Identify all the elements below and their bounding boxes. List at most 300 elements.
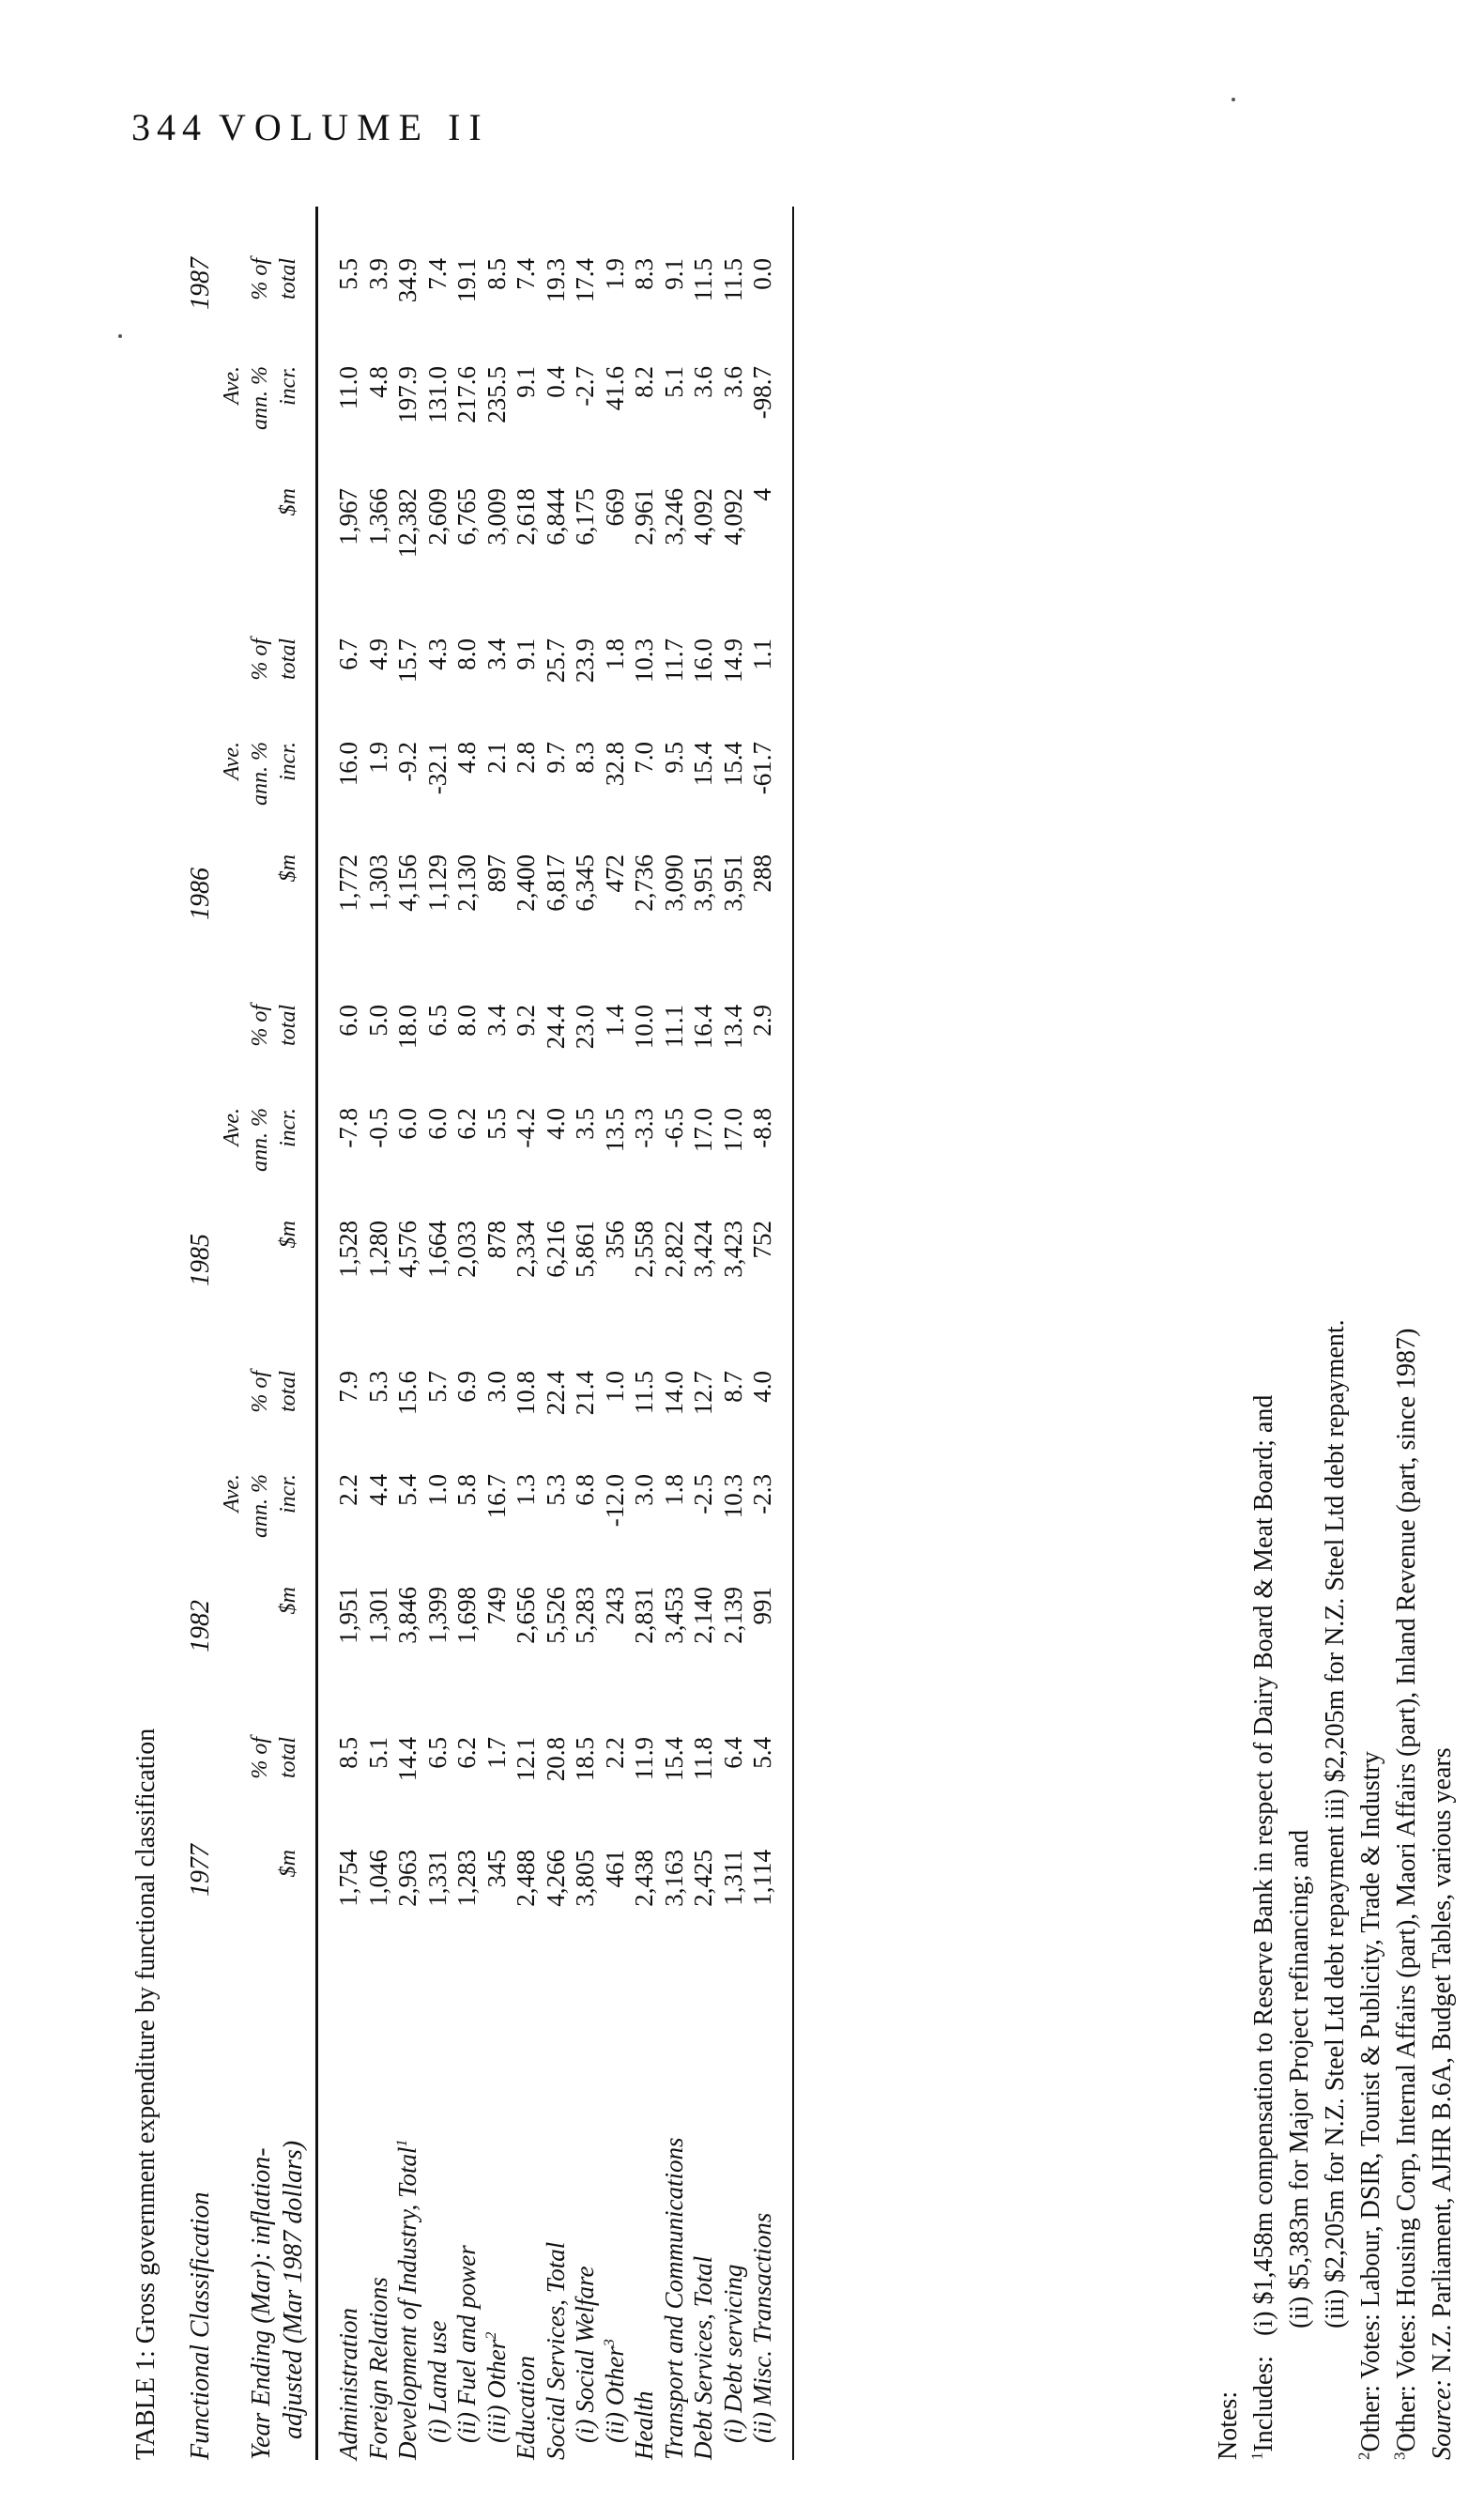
cell-ave-1987: 11.0 [334,366,362,410]
note-1-item-text: (i) $1,458m compensation to Reserve Bank in respect of Dairy Board & Meat Board; and [1249,1394,1278,2336]
cell-ave-1985: 3.5 [571,1108,599,1140]
cell-ave-1982: -2.5 [689,1474,717,1514]
cell-sm-1985: 4,576 [393,1221,421,1278]
year-header-1987: 1987 [186,257,215,310]
cell-sm-1982: 2,656 [512,1587,540,1644]
col-header-pct-1987 [246,258,302,343]
year-header-1985: 1985 [186,1234,215,1286]
note-1-item-text: (ii) $5,383m for Major Project refinancing; and [1285,1829,1314,2328]
row-label-text: Social Services, Total [541,2241,570,2460]
col-header-pct-1985-line: % of [248,1005,272,1047]
cell-pct-1987: 1.9 [600,258,629,290]
cell-sm-1977: 461 [600,1850,629,1888]
cell-pct-1985: 2.9 [748,1005,776,1037]
table-row [630,207,658,2460]
cell-pct-1982: 11.5 [630,1371,658,1415]
cell-pct-1977: 5.4 [748,1737,776,1769]
source-note [1425,207,1461,2460]
cell-ave-1985: -0.5 [363,1108,392,1148]
col-header-pct-1982 [246,1371,302,1455]
source-label: Source: [1428,2378,1457,2460]
cell-sm-1987: 12,382 [393,488,421,559]
cell-pct-1977: 14.4 [393,1737,421,1782]
cell-ave-1985: -7.8 [334,1108,362,1148]
col-header-sm-1987 [274,488,302,563]
row-label-text: Administration [334,2307,362,2460]
note-1-item-1 [1247,207,1282,2460]
cell-pct-1977: 8.5 [334,1737,362,1769]
source-text: N.Z. Parliament, AJHR B.6A, Budget Tables, various years [1428,1747,1457,2373]
col-header-pct-1987-line: % of [248,258,272,300]
cell-sm-1982: 5,526 [541,1587,570,1644]
cell-pct-1986: 9.1 [512,638,540,670]
col-header-ave-1987-line: Ave. [220,366,244,405]
row-label-text: Development of Industry, Total [393,2146,421,2460]
cell-pct-1987: 5.5 [334,258,362,290]
cell-sm-1987: 2,961 [630,488,658,546]
table-row [512,207,540,2460]
cell-sm-1986: 3,951 [718,854,747,912]
col-header-pct-1985 [246,1005,302,1089]
note-1-item-text: (iii) $2,205m for N.Z. Steel Ltd debt repayment iii) $2,205m for N.Z. Steel Ltd debt repayment. [1321,1319,1350,2328]
cell-ave-1985: -4.2 [512,1108,540,1148]
cell-pct-1985: 13.4 [718,1005,747,1050]
col-header-sm-1982 [274,1587,302,1662]
row-label [452,2245,481,2443]
table-row [571,207,599,2460]
cell-sm-1986: 288 [748,854,776,893]
row-label-text: Health [630,2390,658,2460]
col-header-ave-1986-line: ann. % [248,742,272,806]
cell-sm-1986: 1,303 [363,854,392,912]
row-label [719,2265,747,2443]
cell-ave-1986: 15.4 [689,742,717,787]
footnote-marker: 2 [482,2331,499,2340]
year-header-1982: 1982 [186,1600,215,1652]
cell-sm-1985: 5,861 [571,1221,599,1278]
table-row [542,207,570,2460]
cell-sm-1982: 2,139 [718,1587,747,1644]
row-label [630,2391,658,2461]
cell-pct-1986: 3.4 [482,638,511,670]
cell-sm-1977: 1,754 [334,1850,362,1907]
cell-pct-1987: 0.0 [748,258,776,290]
col-header-ave-1982-line: Ave. [220,1474,244,1513]
cell-sm-1987: 6,844 [541,488,570,546]
row-label-text: Transport and Communications [659,2137,688,2460]
cell-ave-1982: 5.3 [541,1474,570,1506]
cell-ave-1986: -32.1 [422,742,451,795]
row-label [334,2308,362,2460]
cell-pct-1982: 3.0 [482,1371,511,1403]
cell-ave-1982: -2.3 [748,1474,776,1514]
bottom-rule [792,207,794,2460]
cell-pct-1985: 6.0 [334,1005,362,1037]
cell-sm-1985: 752 [748,1221,776,1259]
cell-sm-1977: 1,311 [718,1850,747,1906]
cell-ave-1985: 6.2 [452,1108,481,1140]
cell-sm-1987: 3,246 [659,488,688,546]
cell-pct-1987: 19.3 [541,258,570,303]
cell-pct-1985: 23.0 [571,1005,599,1050]
cell-sm-1985: 1,664 [422,1221,451,1278]
col-header-pct-1977-line: % of [248,1737,272,1779]
header-rule [315,207,318,2460]
cell-pct-1982: 21.4 [571,1371,599,1416]
cell-pct-1986: 6.7 [334,638,362,670]
cell-sm-1987: 4 [748,488,776,501]
cell-sm-1985: 356 [600,1221,629,1259]
table-row [393,207,421,2460]
cell-sm-1977: 3,163 [659,1850,688,1907]
cell-pct-1977: 5.1 [363,1737,392,1769]
cell-ave-1986: 2.8 [512,742,540,774]
cell-pct-1985: 24.4 [541,1005,570,1050]
cell-pct-1987: 7.4 [422,258,451,290]
cell-pct-1977: 6.5 [422,1737,451,1769]
col-header-ave-1985 [218,1108,302,1211]
cell-ave-1987: 235.5 [482,366,511,423]
cell-ave-1987: 3.6 [689,366,717,398]
col-header-sm-1982-line: $m [276,1587,300,1615]
cell-pct-1977: 15.4 [659,1737,688,1782]
cell-sm-1982: 749 [482,1587,511,1625]
cell-pct-1985: 18.0 [393,1005,421,1050]
cell-ave-1987: -98.7 [748,366,776,420]
table-row [748,207,776,2460]
cell-sm-1987: 6,175 [571,488,599,546]
cell-pct-1987: 11.5 [718,258,747,302]
cell-pct-1982: 4.0 [748,1371,776,1403]
note-3-marker: 3 [1390,2451,1409,2460]
cell-ave-1987: 41.6 [600,366,629,411]
cell-pct-1987: 9.1 [659,258,688,290]
cell-ave-1985: 6.0 [393,1108,421,1140]
cell-ave-1987: 8.2 [630,366,658,398]
footnote-marker: 1 [393,2139,410,2147]
stray-mark [118,334,122,338]
cell-pct-1985: 16.4 [689,1005,717,1050]
page-header [131,105,490,149]
col-header-ave-1982-line: incr. [276,1474,300,1514]
cell-sm-1977: 2,438 [630,1850,658,1907]
cell-sm-1987: 1,967 [334,488,362,546]
cell-ave-1985: -3.3 [630,1108,658,1148]
col-header-pct-1985-line: total [276,1005,300,1047]
cell-pct-1986: 10.3 [630,638,658,684]
cell-ave-1985: -8.8 [748,1108,776,1148]
row-label-text: (i) Debt servicing [718,2264,747,2443]
row-label-text: (i) Social Welfare [571,2266,599,2443]
col-header-sm-1977 [274,1850,302,1925]
cell-sm-1977: 345 [482,1850,511,1888]
row-label-text: Foreign Relations [363,2277,392,2460]
cell-ave-1987: 9.1 [512,366,540,398]
cell-sm-1985: 1,528 [334,1221,362,1278]
cell-sm-1985: 2,334 [512,1221,540,1278]
table-row [689,207,717,2460]
col-header-ave-1982 [218,1474,302,1577]
col-header-sm-1985-line: $m [276,1221,300,1249]
rotated-table-block [131,197,1457,2460]
cell-ave-1987: -2.7 [571,366,599,407]
cell-sm-1985: 6,216 [541,1221,570,1278]
cell-ave-1986: 2.1 [482,742,511,774]
row-label [601,2339,629,2443]
cell-sm-1977: 2,488 [512,1850,540,1907]
cell-sm-1986: 897 [482,854,511,893]
cell-ave-1982: 3.0 [630,1474,658,1506]
cell-pct-1982: 8.7 [718,1371,747,1403]
row-label [748,2213,776,2443]
cell-pct-1986: 1.8 [600,638,629,670]
col-header-pct-1977 [246,1737,302,1821]
table-row [719,207,747,2460]
col-header-pct-1986-line: total [276,638,300,681]
cell-sm-1982: 2,831 [630,1587,658,1644]
cell-ave-1986: 9.5 [659,742,688,774]
volume-label: VOLUME II [219,106,490,148]
cell-ave-1987: 3.6 [718,366,747,398]
cell-pct-1977: 1.7 [482,1737,511,1769]
cell-sm-1982: 1,301 [363,1587,392,1644]
cell-sm-1977: 1,046 [363,1850,392,1907]
cell-sm-1977: 4,266 [541,1850,570,1907]
col-header-ave-1985-line: Ave. [220,1108,244,1146]
table-row [364,207,392,2460]
cell-pct-1986: 23.9 [571,638,599,684]
cell-pct-1977: 2.2 [600,1737,629,1769]
row-label-text: (iii) Other [482,2339,511,2443]
cell-ave-1985: -6.5 [659,1108,688,1148]
cell-pct-1986: 25.7 [541,638,570,684]
cell-ave-1985: 4.0 [541,1108,570,1140]
table-row [482,207,511,2460]
cell-pct-1977: 6.2 [452,1737,481,1769]
cell-sm-1982: 1,951 [334,1587,362,1644]
cell-sm-1985: 2,558 [630,1221,658,1278]
cell-pct-1985: 10.0 [630,1005,658,1050]
cell-sm-1987: 6,765 [452,488,481,546]
note-3 [1389,207,1425,2460]
col-header-sm-1985 [274,1221,302,1296]
cell-ave-1986: 1.9 [363,742,392,774]
cell-sm-1986: 1,772 [334,854,362,912]
cell-pct-1987: 34.9 [393,258,421,303]
col-header-ave-1985-line: incr. [276,1108,300,1147]
cell-pct-1987: 3.9 [363,258,392,290]
cell-sm-1987: 3,009 [482,488,511,546]
table-row [452,207,481,2460]
cell-sm-1986: 6,817 [541,854,570,912]
row-header-line-1: Year Ending (Mar): inflation- [247,2147,276,2460]
cell-sm-1986: 2,736 [630,854,658,912]
row-label [364,2277,392,2460]
cell-ave-1987: 4.8 [363,366,392,398]
row-label [571,2267,599,2443]
cell-sm-1985: 2,822 [659,1221,688,1278]
note-2-text: Other: Votes: Labour, DSIR, Tourist & Publicity, Trade & Industry [1356,1751,1385,2452]
col-header-pct-1977-line: total [276,1737,300,1779]
cell-sm-1986: 2,130 [452,854,481,912]
cell-sm-1987: 2,618 [512,488,540,546]
cell-pct-1977: 11.8 [689,1737,717,1781]
cell-pct-1985: 8.0 [452,1005,481,1037]
cell-pct-1982: 1.0 [600,1371,629,1403]
cell-sm-1986: 6,345 [571,854,599,912]
cell-sm-1986: 472 [600,854,629,893]
footnote-marker: 3 [600,2339,618,2347]
cell-pct-1985: 3.4 [482,1005,511,1037]
stray-mark [1232,98,1235,101]
cell-ave-1982: 2.2 [334,1474,362,1506]
cell-ave-1985: 17.0 [689,1108,717,1153]
notes-block [1211,207,1461,2460]
col-header-pct-1986 [246,638,302,723]
row-label-text: (ii) Other [600,2346,629,2443]
table-row [334,207,362,2460]
cell-ave-1986: 7.0 [630,742,658,774]
cell-ave-1986: 4.8 [452,742,481,774]
cell-ave-1987: 0.4 [541,366,570,398]
cell-pct-1986: 1.1 [748,638,776,670]
table-row [660,207,688,2460]
cell-ave-1982: 1.0 [422,1474,451,1506]
cell-pct-1977: 20.8 [541,1737,570,1782]
cell-sm-1977: 2,963 [393,1850,421,1907]
cell-ave-1982: 5.4 [393,1474,421,1506]
cell-sm-1985: 2,033 [452,1221,481,1278]
col-header-ave-1986 [218,742,302,845]
cell-pct-1982: 10.8 [512,1371,540,1416]
cell-sm-1982: 2,140 [689,1587,717,1644]
cell-ave-1982: 4.4 [363,1474,392,1506]
cell-ave-1986: 32.8 [600,742,629,787]
cell-pct-1986: 16.0 [689,638,717,684]
cell-sm-1987: 1,366 [363,488,392,546]
row-label-text: Education [512,2356,540,2460]
cell-pct-1987: 19.1 [452,258,481,303]
notes-heading: Notes: [1214,2390,1243,2460]
cell-ave-1982: 5.8 [452,1474,481,1506]
row-label-text: Debt Services, Total [689,2255,717,2460]
cell-sm-1977: 1,114 [748,1850,776,1906]
cell-sm-1977: 2,425 [689,1850,717,1907]
cell-pct-1982: 14.0 [659,1371,688,1416]
col-header-sm-1977-line: $m [276,1850,300,1878]
cell-pct-1982: 15.6 [393,1371,421,1416]
col-header-ave-1986-line: incr. [276,742,300,781]
cell-sm-1982: 243 [600,1587,629,1625]
cell-ave-1985: 6.0 [422,1108,451,1140]
cell-sm-1982: 5,283 [571,1587,599,1644]
col-header-pct-1982-line: % of [248,1371,272,1413]
cell-sm-1977: 3,805 [571,1850,599,1907]
cell-pct-1987: 8.3 [630,258,658,290]
cell-ave-1982: 1.3 [512,1474,540,1506]
cell-ave-1982: 6.8 [571,1474,599,1506]
cell-sm-1985: 878 [482,1221,511,1259]
cell-pct-1985: 9.2 [512,1005,540,1037]
cell-ave-1987: 217.6 [452,366,481,423]
cell-pct-1986: 15.7 [393,638,421,684]
cell-pct-1986: 4.9 [363,638,392,670]
note-2-marker: 2 [1354,2451,1373,2460]
cell-ave-1985: 17.0 [718,1108,747,1153]
col-header-sm-1986-line: $m [276,854,300,883]
cell-ave-1985: 5.5 [482,1108,511,1140]
cell-sm-1987: 4,092 [718,488,747,546]
cell-pct-1987: 11.5 [689,258,717,302]
cell-sm-1985: 1,280 [363,1221,392,1278]
cell-pct-1982: 6.9 [452,1371,481,1403]
cell-ave-1982: 10.3 [718,1474,747,1519]
cell-ave-1982: 16.7 [482,1474,511,1519]
year-header-1977: 1977 [186,1844,215,1897]
cell-ave-1986: 9.7 [541,742,570,774]
note-2 [1354,207,1389,2460]
cell-sm-1986: 2,400 [512,854,540,912]
col-header-ave-1986-line: Ave. [220,742,244,780]
cell-pct-1987: 7.4 [512,258,540,290]
cell-ave-1987: 131.0 [422,366,451,423]
note-1-item-3 [1318,207,1354,2460]
col-header-ave-1987-line: incr. [276,366,300,406]
cell-sm-1982: 3,453 [659,1587,688,1644]
cell-sm-1982: 1,698 [452,1587,481,1644]
cell-pct-1986: 14.9 [718,638,747,684]
year-header-1986: 1986 [186,868,215,920]
cell-sm-1986: 4,156 [393,854,421,912]
row-label-text: (i) Land use [422,2320,451,2443]
cell-ave-1986: 16.0 [334,742,362,787]
cell-sm-1977: 1,331 [422,1850,451,1907]
row-header-line-2: adjusted (Mar 1987 dollars) [279,2140,308,2439]
col-header-pct-1982-line: total [276,1371,300,1413]
cell-pct-1987: 8.5 [482,258,511,290]
cell-pct-1977: 12.1 [512,1737,540,1782]
cell-pct-1986: 4.3 [422,638,451,670]
cell-pct-1986: 8.0 [452,638,481,670]
col-header-pct-1987-line: total [276,258,300,300]
table-title: TABLE 1: Gross government expenditure by functional classification [131,1728,161,2460]
col-header-pct-1986-line: % of [248,638,272,681]
cell-pct-1982: 5.3 [363,1371,392,1403]
table-row [423,207,451,2460]
cell-ave-1986: 15.4 [718,742,747,787]
cell-pct-1986: 11.7 [659,638,688,683]
note-3-text: Other: Votes: Housing Corp, Internal Affairs (part), Maori Affairs (part), Inland Revenue (part, since 1987) [1392,1328,1421,2452]
cell-sm-1977: 1,283 [452,1850,481,1907]
cell-sm-1986: 3,090 [659,854,688,912]
cell-sm-1982: 3,846 [393,1587,421,1644]
classification-header: Functional Classification [186,2191,215,2460]
row-label-text: (ii) Misc. Transactions [748,2212,776,2443]
cell-pct-1985: 5.0 [363,1005,392,1037]
cell-sm-1987: 4,092 [689,488,717,546]
note-1-item-2 [1282,207,1318,2460]
cell-ave-1982: -12.0 [600,1474,629,1528]
row-label [689,2256,717,2460]
row-label [542,2242,570,2460]
cell-ave-1986: -9.2 [393,742,421,782]
col-header-ave-1987 [218,366,302,469]
cell-pct-1982: 5.7 [422,1371,451,1403]
cell-ave-1987: 197.9 [393,366,421,423]
col-header-ave-1982-line: ann. % [248,1474,272,1538]
cell-sm-1985: 3,423 [718,1221,747,1278]
row-label [423,2321,451,2444]
